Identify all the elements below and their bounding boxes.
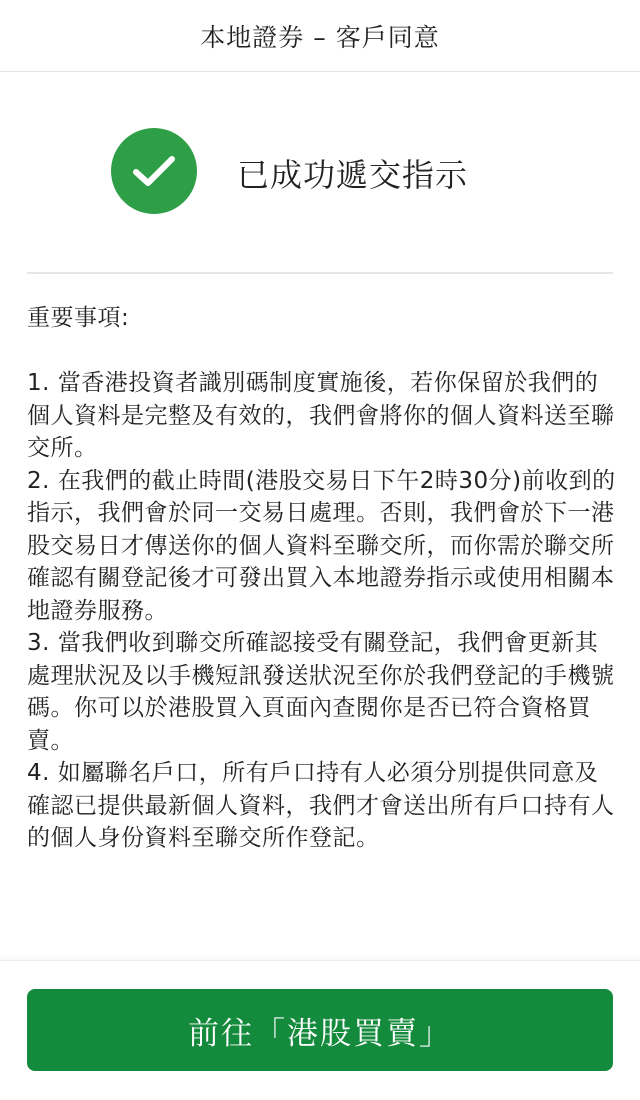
success-message: 已成功遞交指示	[237, 156, 469, 194]
important-notice	[27, 302, 617, 855]
page-title: 本地證券 – 客戶同意	[200, 22, 440, 52]
footer-bar	[0, 960, 640, 1100]
notice-item: 4. 如屬聯名戶口，所有戶口持有人必須分別提供同意及確認已提供最新個人資料，我們才會送出所有戶口持有人的個人身份資料至聯交所作登記。	[27, 760, 615, 851]
notice-item: 3. 當我們收到聯交所確認接受有關登記，我們會更新其處理狀況及以手機短訊發送狀況至你於我們登記的手機號碼。你可以於港股買入頁面內查閱你是否已符合資格買賣。	[27, 630, 615, 754]
check-circle-icon	[111, 128, 197, 214]
page-header	[0, 0, 640, 72]
notice-heading: 重要事項:	[27, 305, 130, 331]
checkmark-icon	[131, 153, 177, 189]
success-block	[0, 72, 640, 274]
notice-item: 1. 當香港投資者識別碼制度實施後，若你保留於我們的個人資料是完整及有效的，我們會將你的個人資料送至聯交所。	[27, 370, 615, 461]
notice-item: 2. 在我們的截止時間(港股交易日下午2時30分)前收到的指示，我們會於同一交易日處理。否則，我們會於下一港股交易日才傳送你的個人資料至聯交所，而你需於聯交所確認有關登記後才可發出買入本地證券指示或使用相關本地證券服務。	[27, 467, 616, 624]
go-to-hk-stock-trading-button[interactable]: 前往「港股買賣」	[27, 989, 613, 1071]
section-divider	[27, 272, 613, 274]
